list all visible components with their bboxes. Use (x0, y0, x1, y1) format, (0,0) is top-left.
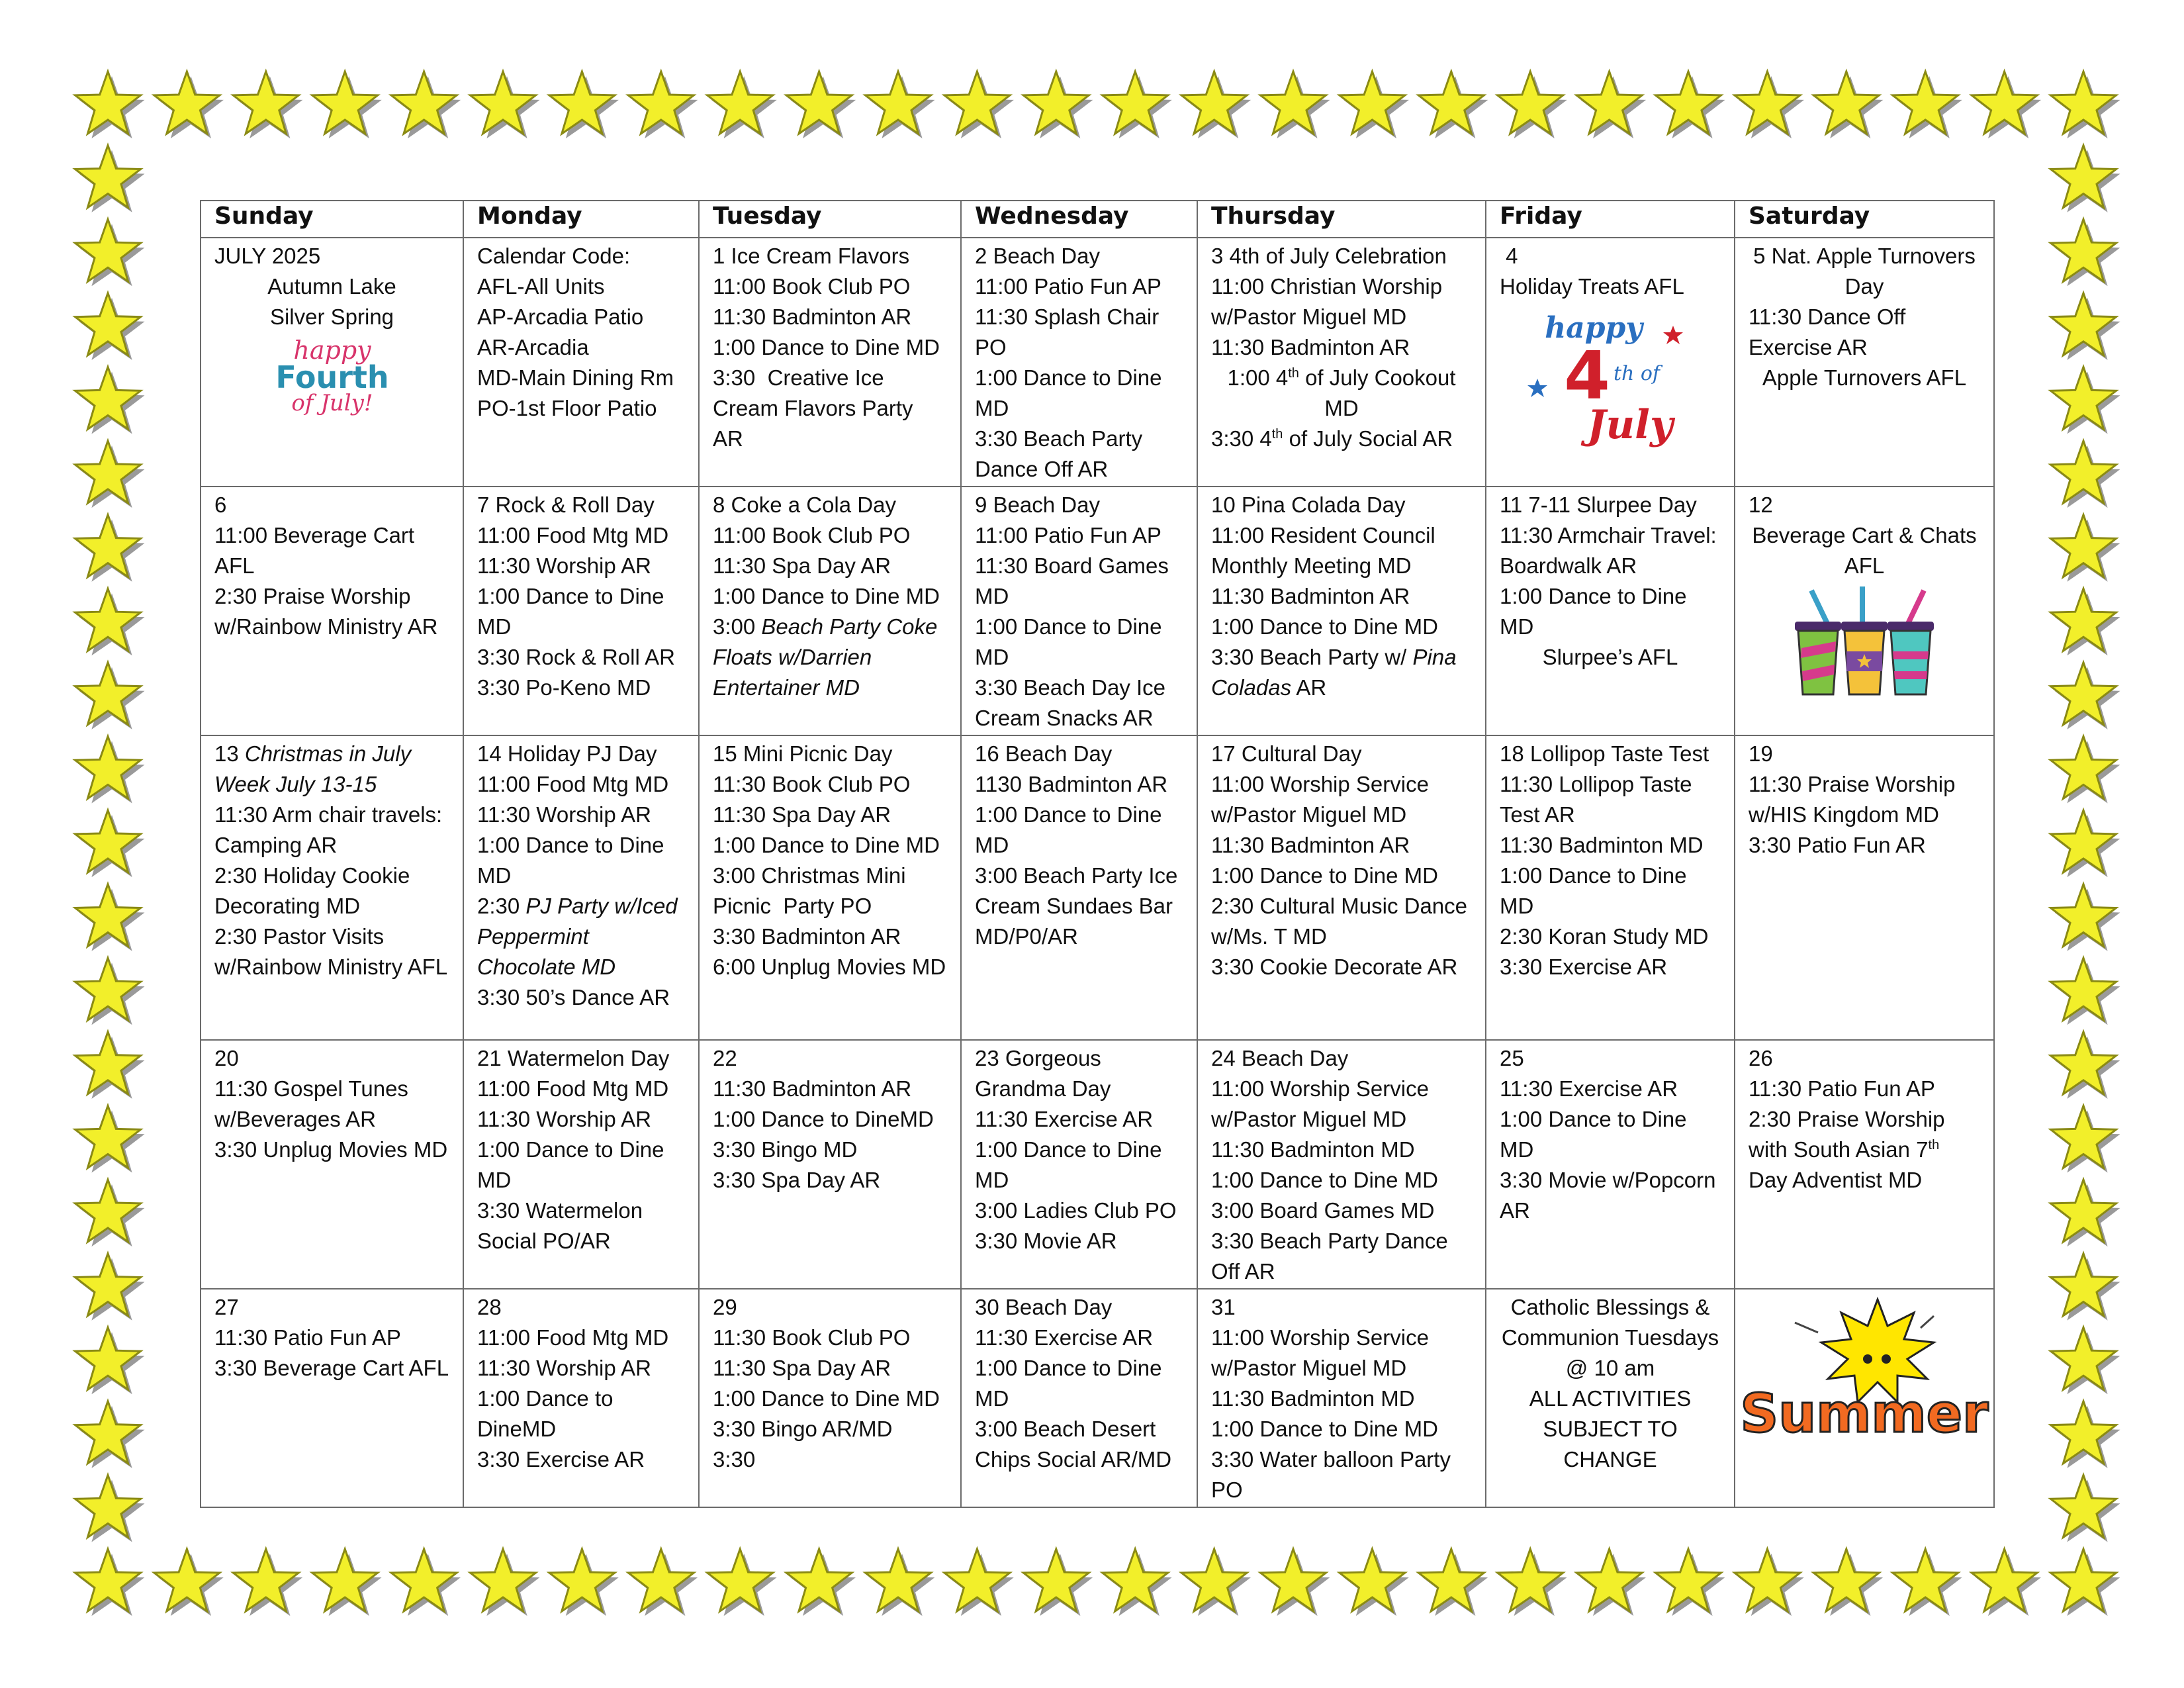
day-heading: 25 (1500, 1046, 1524, 1070)
activity: 11:30 Exercise AR (1500, 1076, 1678, 1101)
day-heading: 29 (713, 1295, 737, 1319)
activity: 3:30 Exercise AR (477, 1447, 645, 1472)
cup-icon (1891, 631, 1931, 694)
summer-art (1740, 1296, 1989, 1462)
day-cell-tue-w3 (699, 735, 961, 1040)
day-cell-fri-w4 (1486, 1040, 1735, 1289)
day-cell-sun-w3 (201, 735, 463, 1040)
day-cell-mon-w3 (463, 735, 699, 1040)
slurpee-cups-art (1782, 585, 1947, 698)
happy-fourth-of-july-art (250, 336, 415, 416)
week-row-2 (201, 487, 1994, 735)
community-name: Autumn Lake (267, 274, 396, 299)
july4-art-word-happy: happy (1545, 311, 1643, 345)
day-heading: 10 Pina Colada Day (1211, 492, 1406, 517)
activity: 1:00 Dance to Dine MD (713, 584, 940, 608)
activity: 11:00 Food Mtg MD (477, 1325, 669, 1350)
straw-icon (1811, 590, 1828, 625)
month-title: JULY 2025 (214, 244, 321, 268)
activity: 1:00 Dance to Dine MD (1500, 863, 1693, 918)
activity: 11:00 Worship Service w/Pastor Miguel MD (1211, 772, 1435, 827)
activity: Apple Turnovers AFL (1762, 365, 1967, 390)
activity: Slurpee’s AFL (1542, 645, 1678, 669)
day-cell-mon-w2 (463, 487, 699, 735)
activity: 3:30 (713, 1447, 756, 1472)
activity: 6:00 Unplug Movies MD (713, 955, 946, 979)
activity: 3:30 Beach Party Dance Off AR (975, 426, 1149, 481)
day-cell-sat-w3 (1735, 735, 1994, 1040)
activity: 11:30 Arm chair travels: Camping AR (214, 802, 449, 857)
activity: 11:00 Food Mtg MD (477, 772, 669, 796)
activity: 11:30 Exercise AR (975, 1325, 1154, 1350)
community-location: Silver Spring (269, 305, 394, 329)
activity: 1:00 Dance to Dine MD (975, 1137, 1168, 1192)
day-cell-thu-w5 (1197, 1289, 1486, 1507)
cup-icon (1798, 631, 1838, 694)
activity: 11:30 Splash Chair PO (975, 305, 1165, 359)
star-icon (1527, 379, 1547, 397)
activity: 1:00 Dance to Dine MD (713, 335, 940, 359)
activity: 11:30 Badminton MD (1211, 1386, 1415, 1411)
activity: 1:00 Dance to DineMD (713, 1107, 934, 1131)
sun-ray-line (1921, 1316, 1934, 1328)
activity: 11:30 Badminton AR (1211, 335, 1410, 359)
activity: 11:30 Worship AR (477, 1107, 651, 1131)
day-cell-fri-w3 (1486, 735, 1735, 1040)
activity: 11:30 Worship AR (477, 1356, 651, 1380)
cup-stripe (1893, 651, 1929, 659)
cup-lid (1795, 622, 1841, 631)
week-row-1 (201, 238, 1994, 487)
day-cell-mon-w4 (463, 1040, 699, 1289)
activity: 11:00 Worship Service w/Pastor Miguel MD (1211, 1076, 1435, 1131)
activity: 2:30 Pastor Visits w/Rainbow Ministry AFL (214, 924, 448, 979)
calendar-grid (200, 200, 1995, 1508)
day-heading: 15 Mini Picnic Day (713, 741, 893, 766)
activity: 11:00 Food Mtg MD (477, 523, 669, 547)
activity: 11:30 Spa Day AR (713, 802, 891, 827)
activity: 11:00 Patio Fun AP (975, 274, 1161, 299)
day-cell-sun-w2 (201, 487, 463, 735)
code-legend-item: MD-Main Dining Rm (477, 365, 674, 390)
day-cell-mon-w5 (463, 1289, 699, 1507)
cup-stripe (1894, 671, 1927, 679)
activity: 11:30 Badminton MD (1211, 1137, 1415, 1162)
activity: 11:30 Book Club PO (713, 1325, 911, 1350)
day-cell-fri-w1 (1486, 238, 1735, 487)
header-tuesday: Tuesday (699, 201, 961, 238)
day-heading: 21 Watermelon Day (477, 1046, 670, 1070)
week-row-4 (201, 1040, 1994, 1289)
day-heading: 23 Gorgeous Grandma Day (975, 1046, 1111, 1101)
activity: 11:00 Worship Service w/Pastor Miguel MD (1211, 1325, 1435, 1380)
header-monday: Monday (463, 201, 699, 238)
activity: 3:00 Ladies Club PO (975, 1198, 1177, 1223)
activity-party: 2:30 PJ Party w/Iced Peppermint Chocolate MD (477, 894, 684, 979)
activity: 3:00 Board Games MD (1211, 1198, 1435, 1223)
day-heading: 3 4th of July Celebration (1211, 244, 1447, 268)
activity: 1:00 Dance to Dine MD (1211, 1417, 1439, 1441)
activity: 1:00 Dance to Dine MD (975, 802, 1168, 857)
activity: 3:30 Cookie Decorate AR (1211, 955, 1458, 979)
activity: 11:30 Spa Day AR (713, 1356, 891, 1380)
day-heading: 2 Beach Day (975, 244, 1100, 268)
activity: Holiday Treats AFL (1500, 274, 1684, 299)
straw-icon (1907, 590, 1924, 625)
day-heading: 6 (214, 492, 227, 517)
weekday-header-row (201, 201, 1994, 238)
activity: 2:30 Praise Worship (1749, 1107, 1945, 1131)
day-cell-thu-w3 (1197, 735, 1486, 1040)
day-heading: 28 (477, 1295, 502, 1319)
day-heading: 16 Beach Day (975, 741, 1113, 766)
activity: 11:30 Lollipop Taste Test AR (1500, 772, 1698, 827)
activity: 2:30 Koran Study MD (1500, 924, 1709, 949)
activity: 3:30 Water balloon Party PO (1211, 1447, 1457, 1502)
activity: 3:30 Beverage Cart AFL (214, 1356, 449, 1380)
day-cell-thu-w1 (1197, 238, 1486, 487)
week-row-3 (201, 735, 1994, 1040)
notice: Catholic Blessings & Communion Tuesdays @ 10 am (1501, 1295, 1725, 1380)
activity: 11:30 Dance Off Exercise AR (1749, 305, 1912, 359)
code-legend-item: AP-Arcadia Patio (477, 305, 644, 329)
day-cell-sat-w2 (1735, 487, 1994, 735)
day-cell-sat-w4 (1735, 1040, 1994, 1289)
activity: 3:30 Spa Day AR (713, 1168, 881, 1192)
activity: 11:30 Exercise AR (975, 1107, 1154, 1131)
code-legend-title: Calendar Code: (477, 244, 631, 268)
day-heading: 11 7-11 Slurpee Day (1500, 492, 1697, 517)
cup-lid (1841, 622, 1888, 631)
day-heading: 7 Rock & Roll Day (477, 492, 655, 517)
activity: 1:00 Dance to Dine MD (1211, 1168, 1439, 1192)
notice: ALL ACTIVITIES SUBJECT TO CHANGE (1529, 1386, 1698, 1472)
header-friday: Friday (1486, 201, 1735, 238)
header-wednesday: Wednesday (961, 201, 1197, 238)
day-heading: 9 Beach Day (975, 492, 1100, 517)
activity-party: 3:30 Beach Party w/ Pina Coladas AR (1211, 645, 1463, 700)
activity: 3:30 Bingo MD (713, 1137, 858, 1162)
activity: 1:00 Dance to Dine MD (975, 365, 1168, 420)
day-cell-tue-w1 (699, 238, 961, 487)
day-heading: 27 (214, 1295, 239, 1319)
activity: 1:00 Dance to Dine MD (975, 614, 1168, 669)
day-heading: 8 Coke a Cola Day (713, 492, 896, 517)
activity: 1:00 Dance to Dine MD (713, 833, 940, 857)
day-cell-sat-w1 (1735, 238, 1994, 487)
day-heading: 12 (1749, 492, 1773, 517)
code-legend-item: AR-Arcadia (477, 335, 589, 359)
activity: 1:00 Dance to DineMD (477, 1386, 619, 1441)
activity: 3:30 Po-Keno MD (477, 675, 651, 700)
activity: 3:30 Beach Party Dance Off AR (1211, 1229, 1454, 1284)
day-heading: 19 (1749, 741, 1773, 766)
day-heading: 20 (214, 1046, 239, 1070)
day-heading: 17 Cultural Day (1211, 741, 1362, 766)
day-heading: 31 (1211, 1295, 1236, 1319)
day-cell-wed-w2 (961, 487, 1197, 735)
july4-art-word-july: July (1587, 402, 1673, 448)
fourth-art-word-happy: happy (293, 336, 371, 365)
day-heading: 13 Christmas in July Week July 13-15 (214, 741, 418, 796)
activity: 1:00 Dance to Dine MD (975, 1356, 1168, 1411)
activity: 11:30 Praise Worship w/HIS Kingdom MD (1749, 772, 1962, 827)
day-cell-wed-w1 (961, 238, 1197, 487)
activity: 11:00 Patio Fun AP (975, 523, 1161, 547)
summer-word: Summer (1740, 1383, 1989, 1444)
july4-art-word-thof: th of (1613, 362, 1661, 385)
day-heading: 5 Nat. Apple Turnovers Day (1753, 244, 1982, 299)
activity: 1:00 Dance to Dine MD (1211, 863, 1439, 888)
activity: 11:30 Badminton AR (1211, 833, 1410, 857)
activity: 11:30 Patio Fun AP (214, 1325, 401, 1350)
activity: 11:30 Badminton AR (713, 305, 912, 329)
day-heading: 18 Lollipop Taste Test (1500, 741, 1709, 766)
july4-art-digit-4: 4 (1564, 337, 1610, 414)
activity: 3:30 50’s Dance AR (477, 985, 670, 1009)
activity: 1:00 Dance to Dine MD (477, 1137, 670, 1192)
day-cell-tue-w5 (699, 1289, 961, 1507)
day-cell-wed-w4 (961, 1040, 1197, 1289)
activity: 11:30 Spa Day AR (713, 553, 891, 578)
fourth-art-word-fourth: Fourth (275, 359, 389, 395)
activity: 11:30 Book Club PO (713, 772, 911, 796)
activity: 3:00 Christmas Mini Picnic Party PO (713, 863, 912, 918)
code-legend-item: AFL-All Units (477, 274, 605, 299)
week-row-5 (201, 1289, 1994, 1507)
activity-party: 3:00 Beach Party Coke Floats w/Darrien Entertainer MD (713, 614, 944, 700)
happy-4th-of-july-art (1524, 306, 1696, 458)
header-sunday: Sunday (201, 201, 463, 238)
activity: 11:30 Badminton AR (713, 1076, 912, 1101)
activity: 3:00 Beach Party Ice Cream Sundaes Bar MD/P0/AR (975, 863, 1184, 949)
day-cell-tue-w2 (699, 487, 961, 735)
sun-ray-line (1795, 1323, 1818, 1333)
star-icon (1663, 326, 1683, 344)
cup-lid (1888, 622, 1934, 631)
day-heading: 22 (713, 1046, 737, 1070)
day-cell-thu-w4 (1197, 1040, 1486, 1289)
activity: 11:30 Badminton AR (1211, 584, 1410, 608)
activity-cookout: 1:00 4th of July Cookout MD (1227, 365, 1462, 420)
activity: 11:00 Book Club PO (713, 274, 911, 299)
activity: 11:30 Patio Fun AP (1749, 1076, 1935, 1101)
activity: Beverage Cart & Chats AFL (1752, 523, 1982, 578)
day-cell-sun-w5 (201, 1289, 463, 1507)
activity: 11:30 Worship AR (477, 553, 651, 578)
header-saturday: Saturday (1735, 201, 1994, 238)
activity: 1:00 Dance to Dine MD (713, 1386, 940, 1411)
day-heading: 30 Beach Day (975, 1295, 1113, 1319)
activity: 11:30 Badminton MD (1500, 833, 1704, 857)
activity: 3:30 Exercise AR (1500, 955, 1668, 979)
activity: 1:00 Dance to Dine MD (1500, 1107, 1693, 1162)
activity: 11:30 Board Games MD (975, 553, 1175, 608)
activity: 1:00 Dance to Dine MD (477, 833, 670, 888)
activity-social: 3:30 4th of July Social AR (1211, 426, 1453, 451)
activity: 3:30 Bingo AR/MD (713, 1417, 893, 1441)
activity: 1:00 Dance to Dine MD (1500, 584, 1693, 639)
header-thursday: Thursday (1197, 201, 1486, 238)
activity: 3:30 Rock & Roll AR (477, 645, 675, 669)
activity: 11:30 Worship AR (477, 802, 651, 827)
code-legend-item: PO-1st Floor Patio (477, 396, 657, 420)
activity: 3:00 Beach Desert Chips Social AR/MD (975, 1417, 1172, 1472)
day-cell-sun-w4 (201, 1040, 463, 1289)
activity: 2:30 Holiday Cookie Decorating MD (214, 863, 416, 918)
activity: 11:00 Christian Worship w/Pastor Miguel MD (1211, 274, 1449, 329)
day-cell-fri-w2 (1486, 487, 1735, 735)
day-heading: 14 Holiday PJ Day (477, 741, 657, 766)
day-heading: 26 (1749, 1046, 1773, 1070)
activity: 3:30 Movie AR (975, 1229, 1117, 1253)
activity: 11:30 Gospel Tunes w/Beverages AR (214, 1076, 415, 1131)
day-heading: 24 Beach Day (1211, 1046, 1349, 1070)
activity: 3:30 Badminton AR (713, 924, 901, 949)
day-heading: 4 (1500, 244, 1518, 268)
activity: with South Asian 7th Day Adventist MD (1749, 1137, 1946, 1192)
activity: 1:00 Dance to Dine MD (477, 584, 670, 639)
activity: 3:30 Beach Day Ice Cream Snacks AR (975, 675, 1172, 730)
activity: 11:30 Armchair Travel: Boardwalk AR (1500, 523, 1723, 578)
activity: 3:30 Watermelon Social PO/AR (477, 1198, 649, 1253)
activity: 3:30 Movie w/Popcorn AR (1500, 1168, 1721, 1223)
day-cell-mon-w1 (463, 238, 699, 487)
activity: 11:00 Resident Council Monthly Meeting MD (1211, 523, 1441, 578)
activity: 3:30 Patio Fun AR (1749, 833, 1926, 857)
activity: 3:30 Unplug Movies MD (214, 1137, 448, 1162)
activity: 11:00 Book Club PO (713, 523, 911, 547)
fourth-art-word-ofjuly: of July! (291, 390, 373, 416)
day-cell-fri-w5 (1486, 1289, 1735, 1507)
activity: 2:30 Praise Worship w/Rainbow Ministry AR (214, 584, 438, 639)
activity: 2:30 Cultural Music Dance w/Ms. T MD (1211, 894, 1474, 949)
activity: 11:00 Beverage Cart AFL (214, 523, 420, 578)
activity: 1130 Badminton AR (975, 772, 1168, 796)
day-cell-sat-w5 (1735, 1289, 1994, 1507)
day-cell-wed-w5 (961, 1289, 1197, 1507)
activity: 11:00 Food Mtg MD (477, 1076, 669, 1101)
day-cell-thu-w2 (1197, 487, 1486, 735)
activity: 3:30 Creative Ice Cream Flavors Party AR (713, 365, 918, 451)
day-cell-wed-w3 (961, 735, 1197, 1040)
day-cell-sun-w1 (201, 238, 463, 487)
activity: 1:00 Dance to Dine MD (1211, 614, 1439, 639)
day-heading: 1 Ice Cream Flavors (713, 244, 910, 268)
day-cell-tue-w4 (699, 1040, 961, 1289)
